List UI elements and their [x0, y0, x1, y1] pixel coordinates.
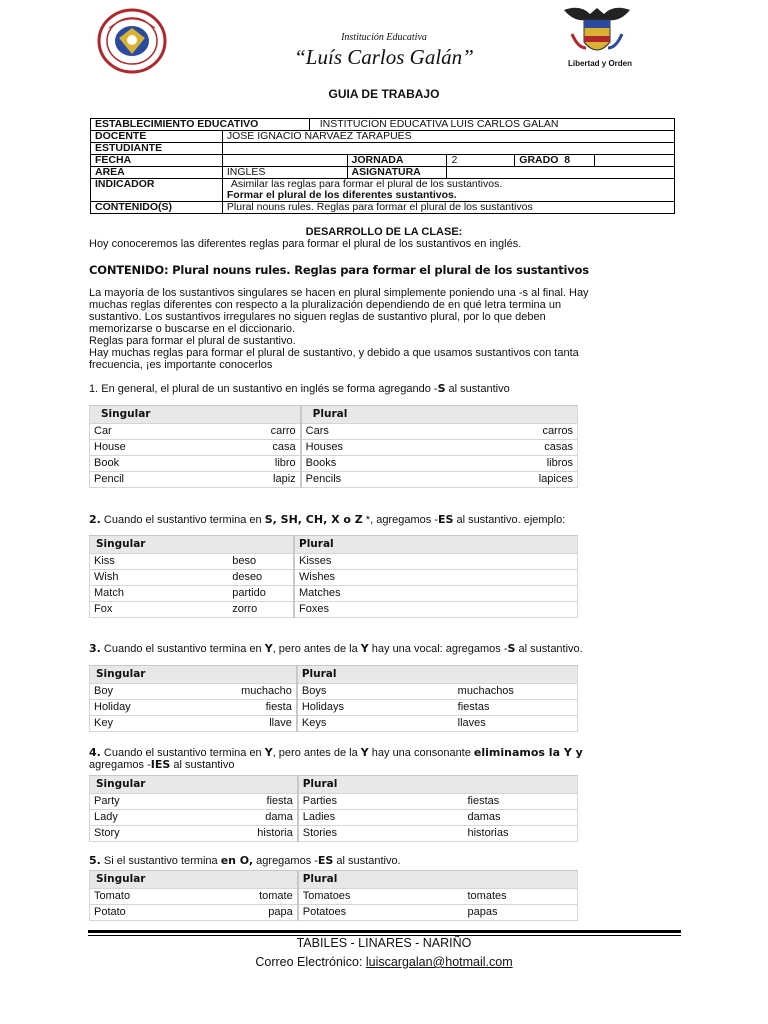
footer-location: TABILES - LINARES - NARIÑO [296, 936, 472, 950]
table-row [90, 456, 578, 472]
plural-header: Plural [297, 666, 578, 684]
info-value: 8 [564, 154, 571, 166]
rule-text: Cuando el sustantivo termina en [100, 514, 265, 526]
paragraph-line: memorizarse o buscarse en el diccionario. [89, 323, 296, 335]
footer-email-link[interactable]: luiscargalan@hotmail.com [365, 955, 513, 969]
intro-text: Hoy conoceremos las diferentes reglas para formar el plural de los sustantivos en inglés. [89, 238, 522, 250]
rule-3-text [89, 643, 669, 655]
singular-header: Singular [90, 776, 298, 794]
plural-word: Potatoes [298, 905, 464, 921]
info-value [222, 155, 347, 167]
table-row [90, 602, 578, 618]
plural-word: Tomatoes [298, 889, 464, 905]
rule-text: al sustantivo [445, 383, 510, 395]
rule-4-text [89, 747, 669, 771]
singular-word: Fox [90, 602, 229, 618]
rule-5-text [89, 855, 669, 867]
singular-word: Tomato [90, 889, 220, 905]
rule-emphasis: S, SH, CH, X o Z [264, 513, 363, 526]
institution-name: “Luís Carlos Galán” [294, 45, 474, 69]
info-row-indicador [91, 179, 675, 202]
info-label: FECHA [91, 155, 223, 167]
paragraph-line: La mayoría de los sustantivos singulares se hacen en plural simplemente poniendo una -s al final. Hay [89, 287, 589, 299]
info-label: INDICADOR [91, 179, 223, 202]
singular-word: Match [90, 586, 229, 602]
rule-text: hay una consonante [368, 747, 474, 759]
rule-text: al sustantivo. ejemplo: [453, 514, 566, 526]
rule-emphasis: Y [264, 746, 273, 759]
plural-word: Kisses [294, 554, 496, 570]
paragraph-line: Hay muchas reglas para formar el plural de sustantivo, y debido a que usamos sustantivos con tanta [89, 347, 579, 359]
footer-mail-label: Correo Electrónico: [255, 955, 366, 969]
singular-word: Kiss [90, 554, 229, 570]
table-row [90, 810, 578, 826]
singular-header: Singular [90, 871, 298, 889]
info-value: INSTITUCIÓN EDUCATIVA LUIS CARLOS GALAN [309, 119, 674, 131]
singular-word: Key [90, 716, 219, 732]
rule-text: Cuando el sustantivo termina en [100, 643, 265, 655]
info-table [90, 118, 675, 214]
plural-translation: damas [464, 810, 578, 826]
plural-translation: casas [424, 440, 578, 456]
singular-translation: libro [213, 456, 301, 472]
plural-word: Holidays [297, 700, 454, 716]
paragraph-line: Reglas para formar el plural de sustantivo. [89, 335, 296, 347]
plural-header: Plural [294, 536, 578, 554]
singular-translation: zorro [228, 602, 294, 618]
rule-2-text [89, 514, 669, 526]
plural-word: Ladies [298, 810, 464, 826]
singular-translation: deseo [228, 570, 294, 586]
plural-header: Plural [301, 406, 578, 424]
singular-translation: tomate [219, 889, 298, 905]
singular-word: Wish [90, 570, 229, 586]
info-label: GRADO [519, 154, 559, 166]
singular-translation: casa [213, 440, 301, 456]
info-label: JORNADA [347, 155, 447, 167]
info-row-fecha [91, 155, 675, 167]
plural-translation: muchachos [454, 684, 578, 700]
table-header-row [90, 871, 578, 889]
plural-word: Parties [298, 794, 464, 810]
rule-number: 3. [89, 642, 101, 655]
info-value [447, 167, 675, 179]
info-value: Plural nouns rules. Reglas para formar el plural de los sustantivos [222, 202, 674, 214]
rule-text: agregamos - [253, 855, 318, 867]
info-value [222, 143, 674, 155]
rule-emphasis: Y [360, 746, 369, 759]
plural-table-4 [89, 775, 578, 842]
singular-word: Story [90, 826, 220, 842]
singular-translation: historia [219, 826, 298, 842]
plural-word: Pencils [301, 472, 424, 488]
rule-text: , pero antes de la [272, 747, 361, 759]
plural-table-3 [89, 665, 578, 732]
singular-header: Singular [90, 666, 297, 684]
rule-number: 2. [89, 513, 101, 526]
indicator-line-2: Formar el plural de los diferentes sustantivos. [226, 189, 457, 201]
rule-emphasis: ES [437, 513, 454, 526]
singular-translation: beso [228, 554, 294, 570]
table-row [90, 472, 578, 488]
footer-divider [88, 930, 681, 933]
table-row [90, 586, 578, 602]
plural-translation: llaves [454, 716, 578, 732]
info-label: ESTABLECIMIENTO EDUCATIVO [91, 119, 310, 131]
singular-translation: llave [218, 716, 296, 732]
rule-text: , pero antes de la [272, 643, 361, 655]
plural-translation: tomates [464, 889, 578, 905]
paragraph-line: frecuencia, ¡es importante conocerlos [89, 359, 273, 371]
plural-word: Cars [301, 424, 424, 440]
plural-translation [496, 554, 577, 570]
info-row-establecimiento [91, 119, 675, 131]
singular-translation: fiesta [219, 794, 298, 810]
plural-translation: historias [464, 826, 578, 842]
plural-table-5 [89, 870, 578, 921]
paragraph-line: muchas reglas diferentes con respecto a la pluralización dependiendo de en qué letra termina un [89, 299, 562, 311]
singular-word: Party [90, 794, 220, 810]
plural-word: Stories [298, 826, 464, 842]
table-header-row [90, 776, 578, 794]
rule-emphasis: Y [360, 642, 369, 655]
table-row [90, 684, 578, 700]
rule-text: Cuando el sustantivo termina en [100, 747, 265, 759]
grade-cell [515, 155, 595, 167]
singular-translation: carro [213, 424, 301, 440]
plural-word: Houses [301, 440, 424, 456]
singular-word: Lady [90, 810, 220, 826]
plural-translation: papas [464, 905, 578, 921]
info-row-estudiante [91, 143, 675, 155]
singular-translation: dama [219, 810, 298, 826]
plural-translation: libros [424, 456, 578, 472]
rule-emphasis: S [507, 642, 516, 655]
singular-word: Pencil [90, 472, 213, 488]
plural-translation: fiestas [464, 794, 578, 810]
singular-translation: lapiz [213, 472, 301, 488]
plural-translation: lapices [424, 472, 578, 488]
singular-translation: partido [228, 586, 294, 602]
plural-word: Boys [297, 684, 454, 700]
info-value: INGLES [222, 167, 347, 179]
info-value [222, 179, 674, 202]
footer-contact [0, 955, 768, 969]
singular-translation: papa [219, 905, 298, 921]
info-value: JOSE IGNACIO NARVAEZ TARAPUES [222, 131, 674, 143]
singular-word: Potato [90, 905, 220, 921]
rule-text: al sustantivo. [333, 855, 401, 867]
paragraph-line: sustantivo. Los sustantivos irregulares no siguen reglas de sustantivo plural, por lo que deben [89, 311, 546, 323]
rule-text: al sustantivo. [515, 643, 583, 655]
rule-text: Si el sustantivo termina [100, 855, 221, 867]
rule-emphasis: IES [150, 758, 171, 771]
info-row-area [91, 167, 675, 179]
plural-translation [496, 602, 577, 618]
table-header-row [90, 406, 578, 424]
rule-number: 4. [89, 746, 101, 759]
rule-number: 5. [89, 854, 101, 867]
singular-word: Boy [90, 684, 219, 700]
singular-header: Singular [90, 406, 301, 424]
plural-translation [496, 586, 577, 602]
info-row-contenido [91, 202, 675, 214]
table-row [90, 794, 578, 810]
table-header-row [90, 536, 578, 554]
plural-word: Foxes [294, 602, 496, 618]
rule-text: al sustantivo [170, 759, 235, 771]
singular-word: Book [90, 456, 213, 472]
document-header [0, 0, 768, 80]
rule-emphasis: en O, [220, 854, 254, 867]
rule-text: 1. En general, el plural de un sustantivo en inglés se forma agregando - [89, 383, 438, 395]
singular-translation: muchacho [218, 684, 296, 700]
table-row [90, 716, 578, 732]
singular-translation: fiesta [218, 700, 296, 716]
rule-emphasis: ES [317, 854, 334, 867]
plural-word: Wishes [294, 570, 496, 586]
explanation-paragraph [89, 287, 669, 371]
indicator-line-1: Asimilar las reglas para formar el plural de los sustantivos. [230, 178, 503, 190]
rule-emphasis: eliminamos la Y y [473, 746, 583, 759]
info-label: ASIGNATURA [347, 167, 447, 179]
plural-header: Plural [298, 871, 578, 889]
plural-translation: fiestas [454, 700, 578, 716]
plural-word: Keys [297, 716, 454, 732]
singular-word: Holiday [90, 700, 219, 716]
table-row [90, 440, 578, 456]
info-value: 2 [447, 155, 515, 167]
institution-subtitle: Institución Educativa [341, 32, 427, 43]
coat-of-arms-motto: Libertad y Orden [567, 59, 632, 68]
table-row [90, 554, 578, 570]
plural-header: Plural [298, 776, 578, 794]
rule-text: agregamos - [89, 759, 151, 771]
table-row [90, 700, 578, 716]
guide-title: GUIA DE TRABAJO [328, 87, 440, 101]
rule-1-text [89, 383, 669, 395]
info-label: AREA [91, 167, 223, 179]
rule-text: hay una vocal: agregamos - [368, 643, 508, 655]
plural-table-2 [89, 535, 578, 618]
info-label: DOCENTE [91, 131, 223, 143]
plural-word: Books [301, 456, 424, 472]
info-row-docente [91, 131, 675, 143]
plural-table-1 [89, 405, 578, 488]
plural-translation [496, 570, 577, 586]
colombia-coat-of-arms-logo [560, 4, 634, 68]
table-row [90, 826, 578, 842]
table-row [90, 905, 578, 921]
info-label: CONTENIDO(S) [91, 202, 223, 214]
content-heading: CONTENIDO: Plural nouns rules. Reglas para formar el plural de los sustantivos [89, 263, 589, 277]
table-header-row [90, 666, 578, 684]
section-title: DESARROLLO DE LA CLASE: [305, 226, 463, 238]
info-label: ESTUDIANTE [91, 143, 223, 155]
table-row [90, 570, 578, 586]
singular-word: Car [90, 424, 213, 440]
table-row [90, 424, 578, 440]
info-empty-cell [595, 155, 675, 167]
singular-header: Singular [90, 536, 295, 554]
plural-translation: carros [424, 424, 578, 440]
rule-text: *, agregamos - [362, 514, 438, 526]
rule-emphasis: S [437, 382, 446, 395]
rule-emphasis: Y [264, 642, 273, 655]
plural-word: Matches [294, 586, 496, 602]
table-row [90, 889, 578, 905]
singular-word: House [90, 440, 213, 456]
